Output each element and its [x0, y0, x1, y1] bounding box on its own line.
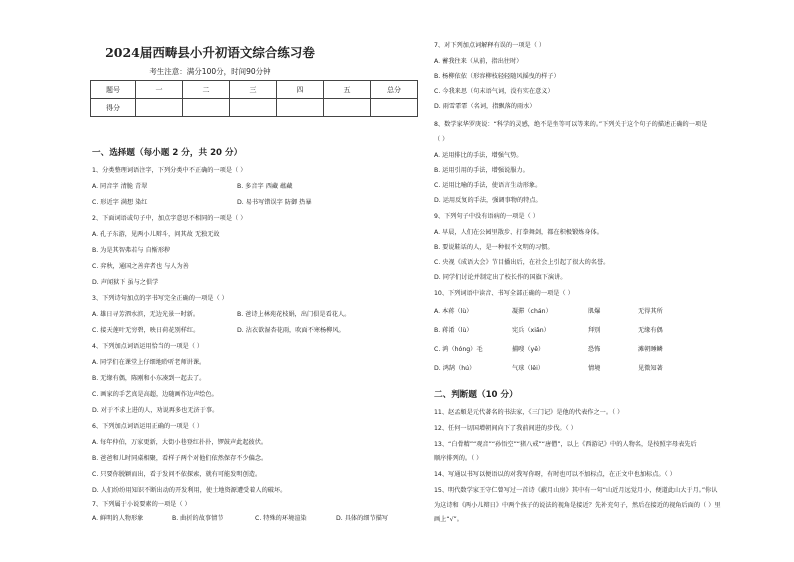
q10-d-2: 气球（lěi）	[512, 365, 544, 372]
score-cell[interactable]	[230, 99, 277, 117]
q10-b-1: B. 蒋淆（lù）	[434, 327, 473, 334]
score-cell[interactable]	[277, 99, 324, 117]
q7-option-a: A. 鲜明的人物形象	[92, 515, 144, 522]
question-3: 3、下列诗句加点的字书写完全正确的一项是（ ）	[92, 295, 228, 302]
q10-b-4: 无缘有偶	[638, 327, 663, 334]
q7r-option-d: D. 雨雪霏霏（名词，指飘落的雨水）	[434, 103, 536, 110]
header-cell: 三	[230, 81, 277, 99]
question-4: 4、下列加点词语运用恰当的一项是（ ）	[92, 343, 204, 350]
exam-notice: 考生注意：满分100分，时间90分钟	[149, 67, 271, 76]
q7r-option-b: B. 杨柳依依（形容柳枝轻轻随风摇曳的样子）	[434, 73, 560, 80]
q10-b-3: 拜别	[588, 327, 601, 334]
q10-c-3: 恐怖	[588, 346, 601, 353]
q10-a-1: A. 本蒋（lù）	[434, 308, 473, 315]
q8-option-a: A. 运用排比的手法，增强气势。	[434, 152, 523, 159]
q2-option-c: C. 弈秋，通国之善弈者也 与人为善	[92, 263, 189, 270]
question-15-end: 画上“√”。	[434, 516, 463, 523]
q4-option-d: D. 对于不求上进的人，劝说再多也无济于事。	[92, 407, 219, 414]
q7-option-b: B. 曲折的故事情节	[172, 515, 224, 522]
q9-option-d: D. 同学们讨论并制定出了校长作的国旗下演讲。	[434, 274, 567, 281]
q2-option-a: A. 孔子东游，见两小儿辩斗，问其故 无独无故	[92, 231, 220, 238]
q4-option-a: A. 同学们在课堂上仔细地聆听老师讲课。	[92, 359, 206, 366]
section-heading-judge: 二、判断题（10 分）	[434, 390, 518, 400]
question-12: 12、任何一切国增朝间向下了我前间进的步伐。（ ）	[434, 425, 577, 432]
question-15: 15、明代数学家王守仁曾写过一首诗《蔽月山房》其中有一句“山近月远觉月小，便道此山大于月。”你认	[434, 487, 718, 494]
header-cell: 题号	[91, 81, 136, 99]
question-11: 11、赵孟頫是元代著名的书法家，《三门记》是他的代表作之一。（ ）	[434, 409, 624, 416]
q8-option-c: C. 运用比喻的手法，使语言生动形象。	[434, 182, 542, 189]
question-6: 7、下列属于小说要素的一项是（ ）	[92, 501, 191, 508]
q10-a-3: 肌爆	[588, 308, 601, 315]
header-cell: 一	[136, 81, 183, 99]
right-page	[420, 0, 794, 562]
q9-option-a: A. 早晨，人们在公园里散步、打拳舞剑，都在积极锻炼身体。	[434, 229, 603, 236]
question-10: 10、下列词语中读音、书写全部正确的一项是（ ）	[434, 290, 574, 297]
question-1: 1、分类整理词语注字，下列分类中不正确的一项是（ ）	[92, 167, 247, 174]
q7-option-c: C. 特殊的环境渲染	[255, 515, 307, 522]
question-9: 9、下列句子中没有语病的一项是（ ）	[434, 213, 539, 220]
q3-option-c: C. 接天莲叶无穷碧，映日荷花别样红。	[92, 327, 200, 334]
q3-option-a: A. 雄日寻芳泗水滨，无边光景一时新。	[92, 311, 200, 318]
q8-option-b: B. 运用引用的手法，增强说服力。	[434, 167, 529, 174]
question-2: 2、下面词语或句子中，加点字意思不相同的一项是（ ）	[92, 215, 247, 222]
q10-a-2: 凝滞（chán）	[512, 308, 552, 315]
header-cell: 四	[277, 81, 324, 99]
question-14: 14、写通以书写以便语以的对我写你呀，有时也可以不加标点，在正文中也加标点。（ ）	[434, 471, 676, 478]
row-label: 得分	[91, 99, 136, 117]
header-cell: 二	[183, 81, 230, 99]
q10-d-3: 情境	[588, 365, 601, 372]
q9-option-b: B. 要说鞋话的人，是一种很不文明的习惯。	[434, 244, 554, 251]
q7-option-d: D. 具体的细节描写	[336, 515, 389, 522]
q3-option-d: D. 沾衣欲湿杏花雨，吹面不寒杨柳风。	[237, 327, 345, 334]
q5-option-c: C. 只要你脱颖而出，看于发问不依探索，就有可能发明创造。	[92, 471, 262, 478]
q9-option-c: C. 央视《成语大会》节目播出后，在社会上引起了很大的名誉。	[434, 259, 610, 266]
q1-option-d: D. 易书写错误字 防御 热暴	[237, 199, 312, 206]
q10-c-1: C. 鸿（hóng）毛	[434, 346, 483, 353]
q4-option-c: C. 画家的手艺真是高超，边随画作边声绘色。	[92, 391, 218, 398]
q10-d-1: D. 鸿鹄（hú）	[434, 365, 476, 372]
q1-option-c: C. 形近字 满想 染红	[92, 199, 148, 206]
q5-option-d: D. 人们纷纷用知识不断出动的开发利用，使土地资源遭受着人的破坏。	[92, 487, 287, 494]
q2-option-d: D. 声闻狱下 虽与之俱学	[92, 279, 159, 286]
score-header-row	[91, 81, 418, 99]
q10-c-4: 滩朝睡鳞	[638, 346, 663, 353]
header-cell: 五	[324, 81, 371, 99]
q8-option-d: D. 运用反复的手法，强调事物的特点。	[434, 197, 542, 204]
q10-d-4: 见微知著	[638, 365, 663, 372]
score-cell[interactable]	[183, 99, 230, 117]
score-table	[90, 80, 418, 117]
q1-option-a: A. 同音字 清脆 青翠	[92, 183, 148, 190]
score-cell[interactable]	[324, 99, 371, 117]
page-title: 2024届西畴县小升初语文综合练习卷	[105, 45, 315, 60]
section-heading-choice: 一、选择题（每小题 2 分，共 20 分）	[92, 148, 243, 158]
q5-option-a: A. 每年仲伯，万家更新，大街小巷登红扑扑，锣鼓声此起彼伏。	[92, 439, 268, 446]
q7r-option-c: C. 今我来思（句末语气词，没有实在意义）	[434, 88, 554, 95]
question-15-cont: 为这诗和《两小儿辩日》中两个孩子的说法的视角是接近？先补充句子，然后在接近的视角后面的（ ）里	[434, 502, 721, 509]
question-5: 6、下列加点词语运用正确的一项是（ ）	[92, 423, 204, 430]
q10-b-2: 宪兵（xiǎn）	[512, 327, 550, 334]
score-cell[interactable]	[136, 99, 183, 117]
q3-option-b: B. 爸诗上林苑花枝娟，出门俱是看花人。	[237, 311, 351, 318]
score-row	[91, 99, 418, 117]
q10-a-4: 无得其所	[638, 308, 663, 315]
q10-c-2: 捕嗖（yě）	[512, 346, 545, 353]
question-8: 8、数学家华罗庚说：“科学的灵感，绝不是坐等可以等来的。”下列关于这个句子的描述正确的一项是	[434, 121, 708, 128]
score-cell[interactable]	[371, 99, 418, 117]
question-13: 13、“白骨精”“观音”“孙悟空”“猪八戒”“唐僧”，以上《西游记》中的人物名，是按照字母表先后	[434, 441, 697, 448]
question-13-cont: 顺序排列的。（ ）	[434, 455, 483, 462]
q7r-option-a: A. 蓄我往来（从前，指出往时）	[434, 58, 523, 65]
header-cell: 总分	[371, 81, 418, 99]
q2-option-b: B. 为是其智弗若与 自惭形秽	[92, 247, 171, 254]
question-7-right: 7、对下列加点词解释有误的一项是（ ）	[434, 42, 546, 49]
q1-option-b: B. 多音字 西藏 蕴藏	[237, 183, 293, 190]
question-8-cont: （ ）	[434, 136, 449, 143]
q4-option-b: B. 无缘有偶，陈刚和小东凑到一起去了。	[92, 375, 206, 382]
q5-option-b: B. 爸爸和儿时同桌相聚，看样子两个对他们依然保存不少偏念。	[92, 455, 268, 462]
